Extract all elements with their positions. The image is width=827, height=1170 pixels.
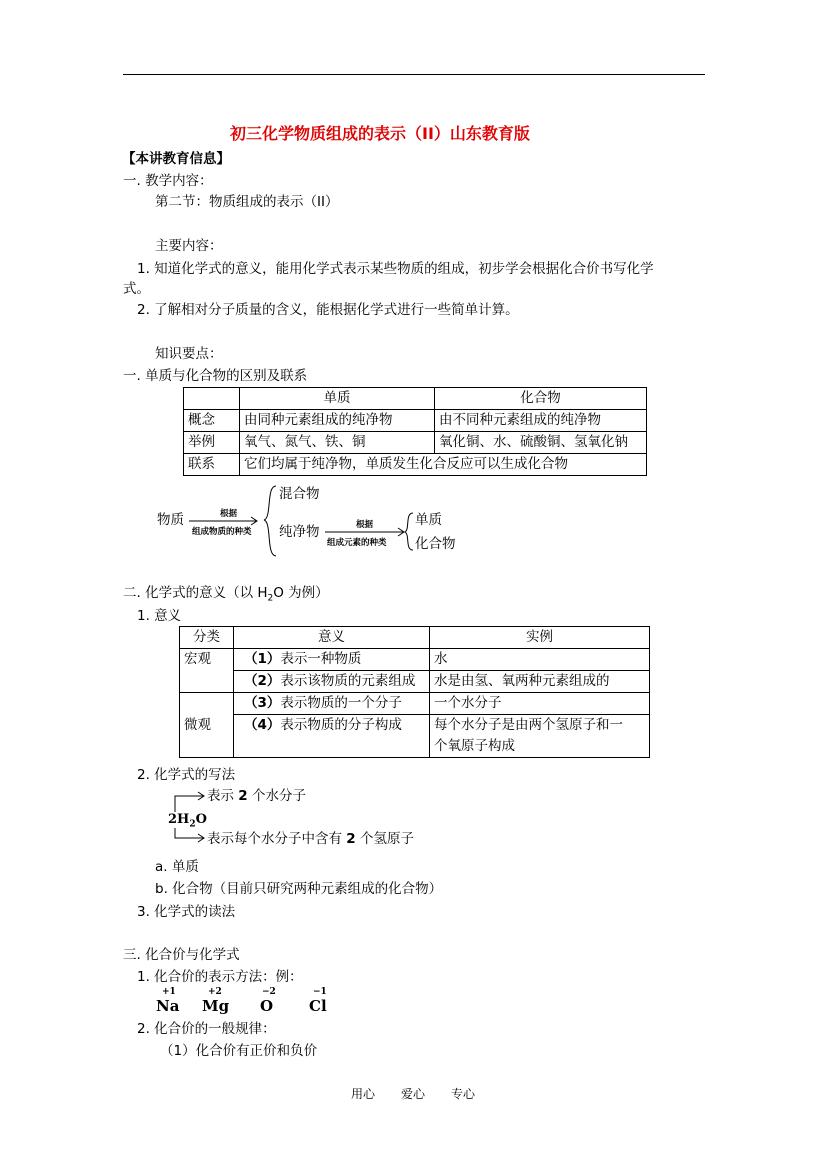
part2-item1: 1. 意义 (137, 608, 182, 624)
objective-1-line2: 式。 (123, 281, 150, 297)
table-header-row (180, 627, 650, 649)
section-teaching-content: 一. 教学内容： (123, 173, 213, 189)
part2-heading-post: O 为例） (273, 585, 329, 601)
part2-heading-pre: 二. 化学式的意义（以 H (123, 585, 268, 601)
valence-value: +2 (208, 987, 222, 997)
table-header-cell: 意义 (234, 627, 430, 649)
section-subtitle: 第二节：物质组成的表示（II） (155, 194, 339, 210)
sub-item-b: b. 化合物（目前只研究两种元素组成的化合物） (155, 881, 443, 897)
objective-2: 2. 了解相对分子质量的含义，能根据化学式进行一些简单计算。 (137, 302, 519, 318)
formula-meaning-table (179, 626, 650, 758)
info-heading: 【本讲教育信息】 (122, 151, 230, 167)
table-cell: 水 (430, 649, 650, 671)
diagram-arrow2-top: 根据 (356, 520, 374, 530)
valence-value: +1 (162, 987, 176, 997)
valence-symbol: Mg (202, 997, 230, 1015)
table-cell: 水是由氢、氧两种元素组成的 (430, 671, 650, 693)
valence-value: −2 (262, 987, 276, 997)
document-title: 初三化学物质组成的表示（II）山东教育版 (230, 124, 530, 143)
diagram-compound: 化合物 (415, 536, 456, 552)
formula-2h2o: $2H_2O$ (168, 812, 207, 830)
table-cell: （1）表示一种物质 (234, 649, 430, 671)
table-row (180, 671, 650, 693)
table-cell: （2）表示该物质的元素组成 (234, 671, 430, 693)
valence-symbol: Na (156, 997, 180, 1015)
table-cell: 举例 (184, 432, 240, 454)
diagram-arrow1-top: 根据 (220, 509, 238, 519)
part1-heading: 一. 单质与化合物的区别及联系 (123, 368, 308, 384)
part2-heading-sub: 2 (267, 593, 274, 604)
table-cell: 由不同种元素组成的纯净物 (435, 410, 647, 432)
brace-right (405, 513, 413, 550)
table-cell: 氧化铜、水、硫酸铜、氢氧化钠 (435, 432, 647, 454)
table-row (180, 693, 650, 715)
table-cell: 每个水分子是由两个氢原子和一 个氧原子构成 (430, 715, 650, 758)
table-cell-category: 微观 (180, 693, 234, 758)
part2-item2: 2. 化学式的写法 (137, 767, 236, 783)
part3-sub1: （1）化合价有正价和负价 (160, 1043, 318, 1059)
part3-heading: 三. 化合价与化学式 (123, 947, 240, 963)
diagram-arrow1-bottom: 组成物质的种类 (192, 527, 252, 537)
footer-text-3: 专心 (451, 1087, 476, 1101)
table-cell: 它们均属于纯净物，单质发生化合反应可以生成化合物 (240, 454, 647, 476)
table-cell: 氧气、氮气、铁、铜 (240, 432, 435, 454)
objective-1-line1: 1. 知道化学式的意义，能用化学式表示某些物质的组成，初步学会根据化合价书写化学 (137, 261, 654, 277)
brace-left (264, 486, 276, 556)
table-cell-category: 宏观 (180, 649, 234, 693)
key-points-label: 知识要点： (155, 346, 223, 362)
diagram-pure: 纯净物 (279, 524, 320, 540)
footer-text-1: 用心 (351, 1087, 376, 1101)
part3-item1: 1. 化合价的表示方法：例： (137, 969, 303, 985)
part2-item3: 3. 化学式的读法 (137, 904, 236, 920)
main-content-label: 主要内容： (155, 238, 223, 254)
table-cell: 联系 (184, 454, 240, 476)
table-header-cell: 分类 (180, 627, 234, 649)
table-header-cell: 化合物 (435, 388, 647, 410)
part2-heading (123, 583, 329, 609)
table-cell: （3）表示物质的一个分子 (234, 693, 430, 715)
footer-text-2: 爱心 (401, 1087, 426, 1101)
diagram-mixture: 混合物 (279, 486, 320, 502)
table-cell: （4）表示物质的分子构成 (234, 715, 430, 758)
table-cell: 由同种元素组成的纯净物 (240, 410, 435, 432)
sub-item-a: a. 单质 (155, 859, 199, 875)
valence-symbol: O (260, 997, 274, 1015)
table-row (180, 649, 650, 671)
formula-annotation-2: 表示每个水分子中含有 2 个氢原子 (207, 831, 414, 847)
table-header-cell: 实例 (430, 627, 650, 649)
part3-item2: 2. 化合价的一般规律： (137, 1021, 276, 1037)
table-row (180, 715, 650, 758)
table-cell: 概念 (184, 410, 240, 432)
diagram-arrow2-bottom: 组成元素的种类 (327, 538, 387, 548)
valence-symbol: Cl (309, 997, 327, 1015)
formula-annotation-1: 表示 2 个水分子 (207, 788, 306, 804)
diagram-element: 单质 (415, 512, 442, 528)
table-cell: 一个水分子 (430, 693, 650, 715)
valence-value: −1 (313, 987, 327, 997)
diagram-matter: 物质 (157, 512, 184, 528)
table-header-cell: 单质 (240, 388, 435, 410)
